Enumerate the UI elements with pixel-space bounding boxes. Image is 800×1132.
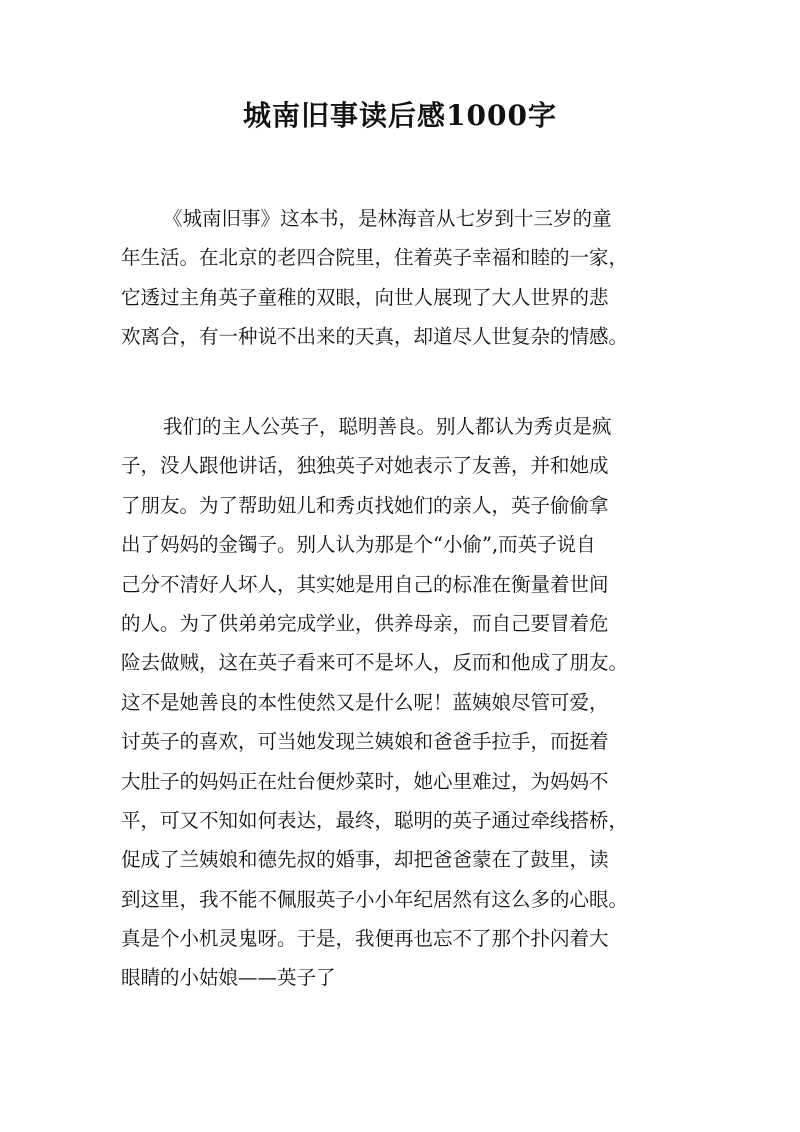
paragraph-line: 促成了兰姨娘和德先叔的婚事，却把爸爸蒙在了鼓里，读 <box>121 848 609 872</box>
paragraph-line: 了朋友。为了帮助妞儿和秀贞找她们的亲人，英子偷偷拿 <box>121 493 609 517</box>
paragraph-line: 大肚子的妈妈正在灶台便炒菜时，她心里难过，为妈妈不 <box>121 769 609 793</box>
paragraph-1 <box>121 199 691 357</box>
paragraph-line: 到这里，我不能不佩服英子小小年纪居然有这么多的心眼。 <box>121 887 629 911</box>
paragraph-line: 险去做贼，这在英子看来可不是坏人，反而和他成了朋友。 <box>121 651 629 675</box>
paragraph-line: 它透过主角英子童稚的双眼，向世人展现了大人世界的悲 <box>121 285 609 309</box>
paragraph-line: 的人。为了供弟弟完成学业，供养母亲，而自己要冒着危 <box>121 611 609 635</box>
paragraph-line: 讨英子的喜欢，可当她发现兰姨娘和爸爸手拉手，而挺着 <box>121 730 609 754</box>
paragraph-line: 我们的主人公英子，聪明善良。别人都认为秀贞是疯 <box>163 415 612 438</box>
paragraph-line: 真是个小机灵鬼呀。于是，我便再也忘不了那个扑闪着大 <box>121 927 609 951</box>
paragraph-line: 子，没人跟他讲话，独独英子对她表示了友善，并和她成 <box>121 454 609 478</box>
paragraph-2 <box>121 407 691 998</box>
paragraph-line: 《城南旧事》这本书，是林海音从七岁到十三岁的童 <box>163 207 612 230</box>
paragraph-line: 眼睛的小姑娘——英子了 <box>121 966 336 990</box>
paragraph-line: 己分不清好人坏人，其实她是用自己的标准在衡量着世间 <box>121 572 609 596</box>
paragraph-line: 出了妈妈的金镯子。别人认为那是个“小偷”,而英子说自 <box>121 533 596 557</box>
paragraph-line: 欢离合，有一种说不出来的天真，却道尽人世复杂的情感。 <box>121 325 629 349</box>
paragraph-line: 年生活。在北京的老四合院里，住着英子幸福和睦的一家， <box>121 246 629 270</box>
paragraph-line: 平，可又不知如何表达，最终，聪明的英子通过牵线搭桥， <box>121 808 629 832</box>
paragraph-line: 这不是她善良的本性使然又是什么呢！蓝姨娘尽管可爱， <box>121 690 609 714</box>
document-title: 城南旧事读后感1000字 <box>243 99 557 132</box>
